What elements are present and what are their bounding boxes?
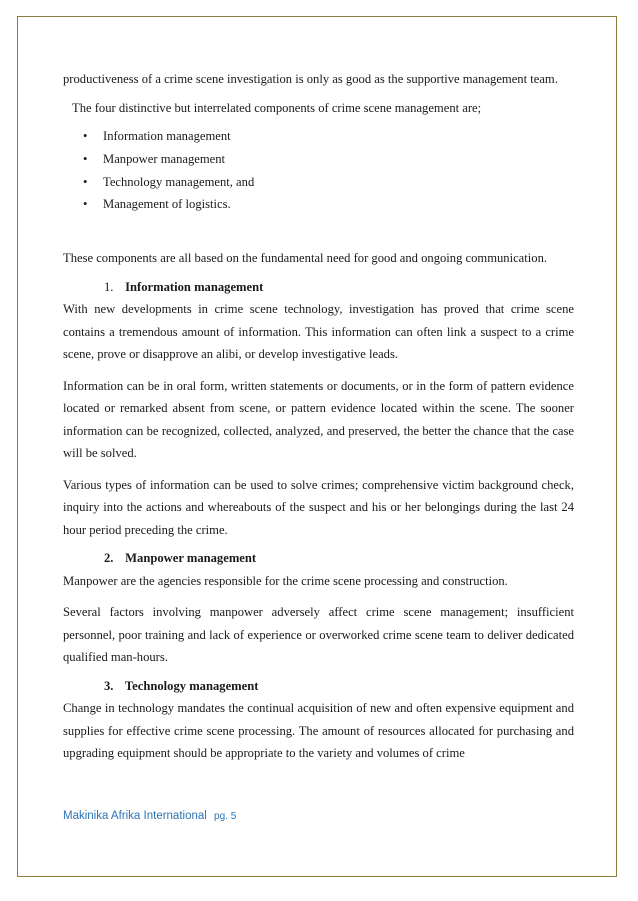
spacer xyxy=(63,216,574,238)
paragraph: Several factors involving manpower adversely affect crime scene management; insufficient personnel, poor training and lack of experience or overworked crime scene team to deliver dedicated qualified man-hours. xyxy=(63,605,574,665)
section-heading-technology xyxy=(104,675,574,698)
section-title: Technology management xyxy=(124,678,259,693)
section-heading-manpower xyxy=(104,547,574,570)
section-heading-information xyxy=(104,276,574,299)
bullet-icon: • xyxy=(83,129,88,143)
section-number: 2. xyxy=(104,551,114,566)
section-number: 1. xyxy=(104,279,114,294)
section-title: Information management xyxy=(125,279,264,294)
paragraph: Manpower are the agencies responsible for the crime scene processing and construction. xyxy=(63,573,508,588)
opening-paragraph: productiveness of a crime scene investigation is only as good as the supportive management team. xyxy=(63,72,558,86)
paragraph: Various types of information can be used to solve crimes; comprehensive victim background check, inquiry into the actions and whereabouts of the suspect and his or her belongings during the last 24 hour period preceding the crime. xyxy=(63,477,574,537)
components-list xyxy=(63,125,574,216)
components-paragraph: These components are all based on the fundamental need for good and ongoing communication. xyxy=(63,251,548,266)
document-body xyxy=(63,68,574,765)
intro-paragraph: The four distinctive but interrelated components of crime scene management are; xyxy=(72,100,482,115)
bullet-icon: • xyxy=(83,151,88,166)
page-number: pg. 5 xyxy=(214,811,237,822)
footer-organization: Makinika Afrika International xyxy=(63,810,207,822)
list-item: • Information management xyxy=(63,125,574,148)
paragraph: Change in technology mandates the continual acquisition of new and often expensive equipment and supplies for effective crime scene processing. The amount of resources allocated for purchasing and upgrading equipment should be appropriate to the variety and volumes of crime xyxy=(63,701,574,761)
bullet-icon: • xyxy=(83,197,88,212)
section-number: 3. xyxy=(104,678,114,693)
list-item: • Management of logistics. xyxy=(63,193,574,216)
list-item: • Manpower management xyxy=(63,148,574,171)
paragraph: With new developments in crime scene technology, investigation has proved that crime scene contains a tremendous amount of information. This information can often link a suspect to a crime scene, prove or disapprove an alibi, or develop investigative leads. xyxy=(63,302,574,362)
page-footer xyxy=(63,810,236,822)
bullet-icon: • xyxy=(83,174,88,189)
section-title: Manpower management xyxy=(125,551,257,566)
list-item: • Technology management, and xyxy=(63,171,574,194)
paragraph: Information can be in oral form, written statements or documents, or in the form of pattern evidence located or remarked absent from scene, or pattern evidence located within the scene. The sooner information can be recognized, collected, analyzed, and preserved, the better the chance that the case will be solved. xyxy=(63,378,574,461)
